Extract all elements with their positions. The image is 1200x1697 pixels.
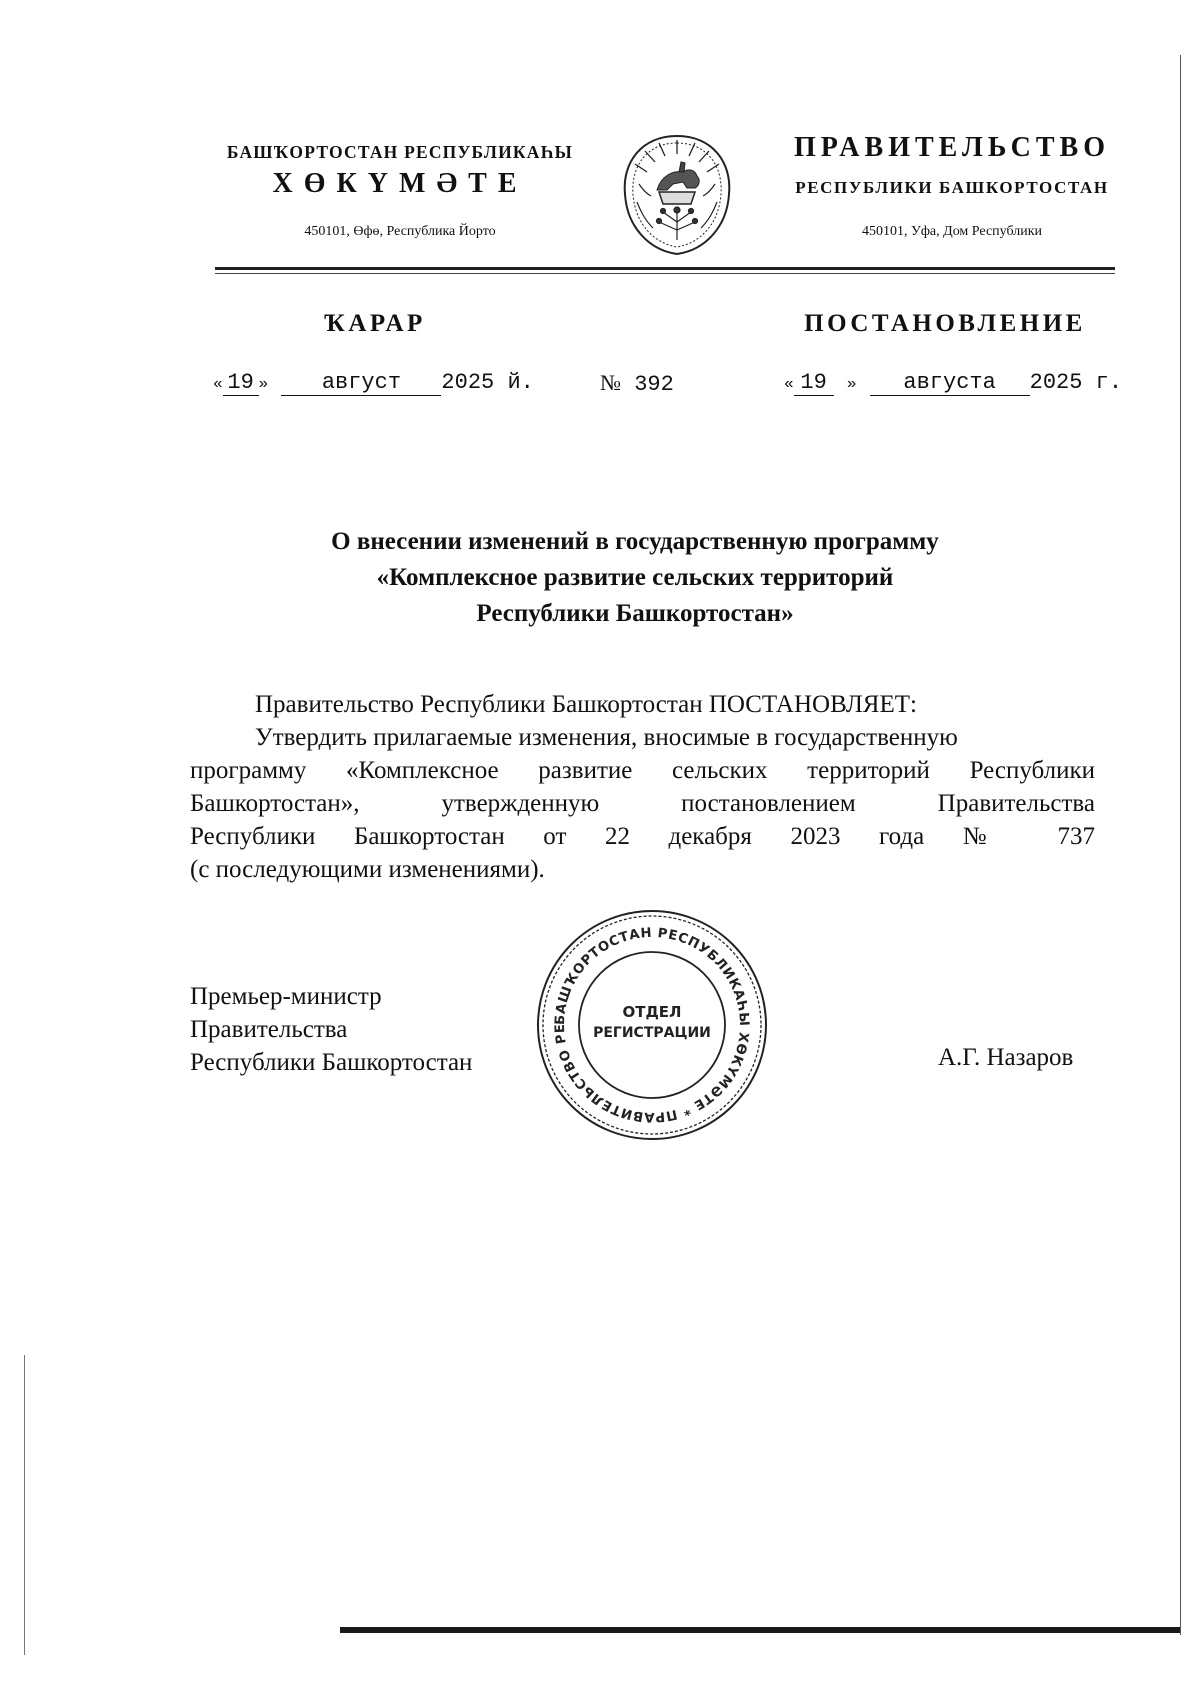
body-line-4: Башкортостан», утвержденную постановлением Правительства (190, 790, 1095, 817)
date-right (784, 370, 1122, 396)
date-right-year: 2025 (1029, 370, 1083, 395)
header-left-line1: БАШҠОРТОСТАН РЕСПУБЛИКАҺЫ (226, 142, 574, 162)
body-line-2: Утвердить прилагаемые изменения, вносимые в государственную (255, 724, 958, 751)
bashkortostan-emblem-icon (617, 132, 737, 257)
header-left-line2: ХӨКҮМӘТЕ (272, 168, 528, 199)
title-line-3: Республики Башкортостан» (476, 600, 794, 627)
registration-stamp (535, 908, 769, 1142)
header-right-line1: ПРАВИТЕЛЬСТВО (794, 132, 1110, 163)
body-line-6: (с последующими изменениями). (190, 856, 545, 883)
date-right-month: августа (870, 371, 1030, 396)
date-left-open-quote: « (213, 375, 223, 393)
document-title (210, 524, 1060, 632)
date-left-close-quote: » (258, 375, 269, 393)
date-left (213, 370, 534, 396)
number-sign: № (600, 370, 621, 395)
stamp-ring-text: БАШҠОРТОСТАН РЕСПУБЛИКАҺЫ ХӨКҮМӘТЕ * ПРАВИТЕЛЬСТВО РЕ (552, 925, 752, 1125)
date-left-day: 19 (223, 371, 259, 396)
body-line-3: программу «Комплексное развитие сельских территорий Республики (190, 757, 1095, 784)
scan-bottom-bar (340, 1627, 1180, 1633)
header-right-address: 450101, Уфа, Дом Республики (861, 224, 1043, 239)
karar-heading: ҠАРАР (324, 310, 426, 337)
header-left-address: 450101, Өфө, Республика Йорто (304, 224, 496, 239)
body-line-1: Правительство Республики Башкортостан ПОСТАНОВЛЯЕТ: (255, 691, 917, 718)
number-value: 392 (634, 372, 674, 397)
date-right-open-quote: « (784, 375, 794, 393)
date-left-year: 2025 (441, 370, 495, 395)
stamp-center-line2: РЕГИСТРАЦИИ (593, 1025, 711, 1041)
title-line-1: О внесении изменений в государственную программу (331, 528, 939, 555)
header-divider-thick (215, 267, 1115, 270)
date-left-suffix: й. (507, 370, 534, 395)
decree-number (600, 370, 674, 397)
title-line-2: «Комплексное развитие сельских территорий (376, 564, 894, 591)
date-right-close-quote: » (846, 375, 857, 393)
date-right-day: 19 (794, 371, 834, 396)
position-line-3: Республики Башкортостан (190, 1049, 473, 1076)
postanovlenie-heading: ПОСТАНОВЛЕНИЕ (804, 310, 1086, 337)
scan-edge-right (1180, 55, 1181, 1635)
body-line-5: Республики Башкортостан от 22 декабря 2023 года № 737 (190, 823, 1095, 850)
signature-position (190, 980, 472, 1079)
stamp-center-line1: ОТДЕЛ (622, 1003, 682, 1021)
signer-name: А.Г. Назаров (938, 1044, 1074, 1071)
position-line-1: Премьер-министр (190, 983, 382, 1010)
position-line-2: Правительства (190, 1016, 348, 1043)
header-divider-thin (215, 273, 1115, 274)
scan-edge-left (24, 1355, 25, 1655)
date-left-month: август (281, 371, 441, 396)
header-right-line2: РЕСПУБЛИКИ БАШКОРТОСТАН (795, 178, 1109, 197)
date-right-suffix: г. (1095, 370, 1123, 395)
